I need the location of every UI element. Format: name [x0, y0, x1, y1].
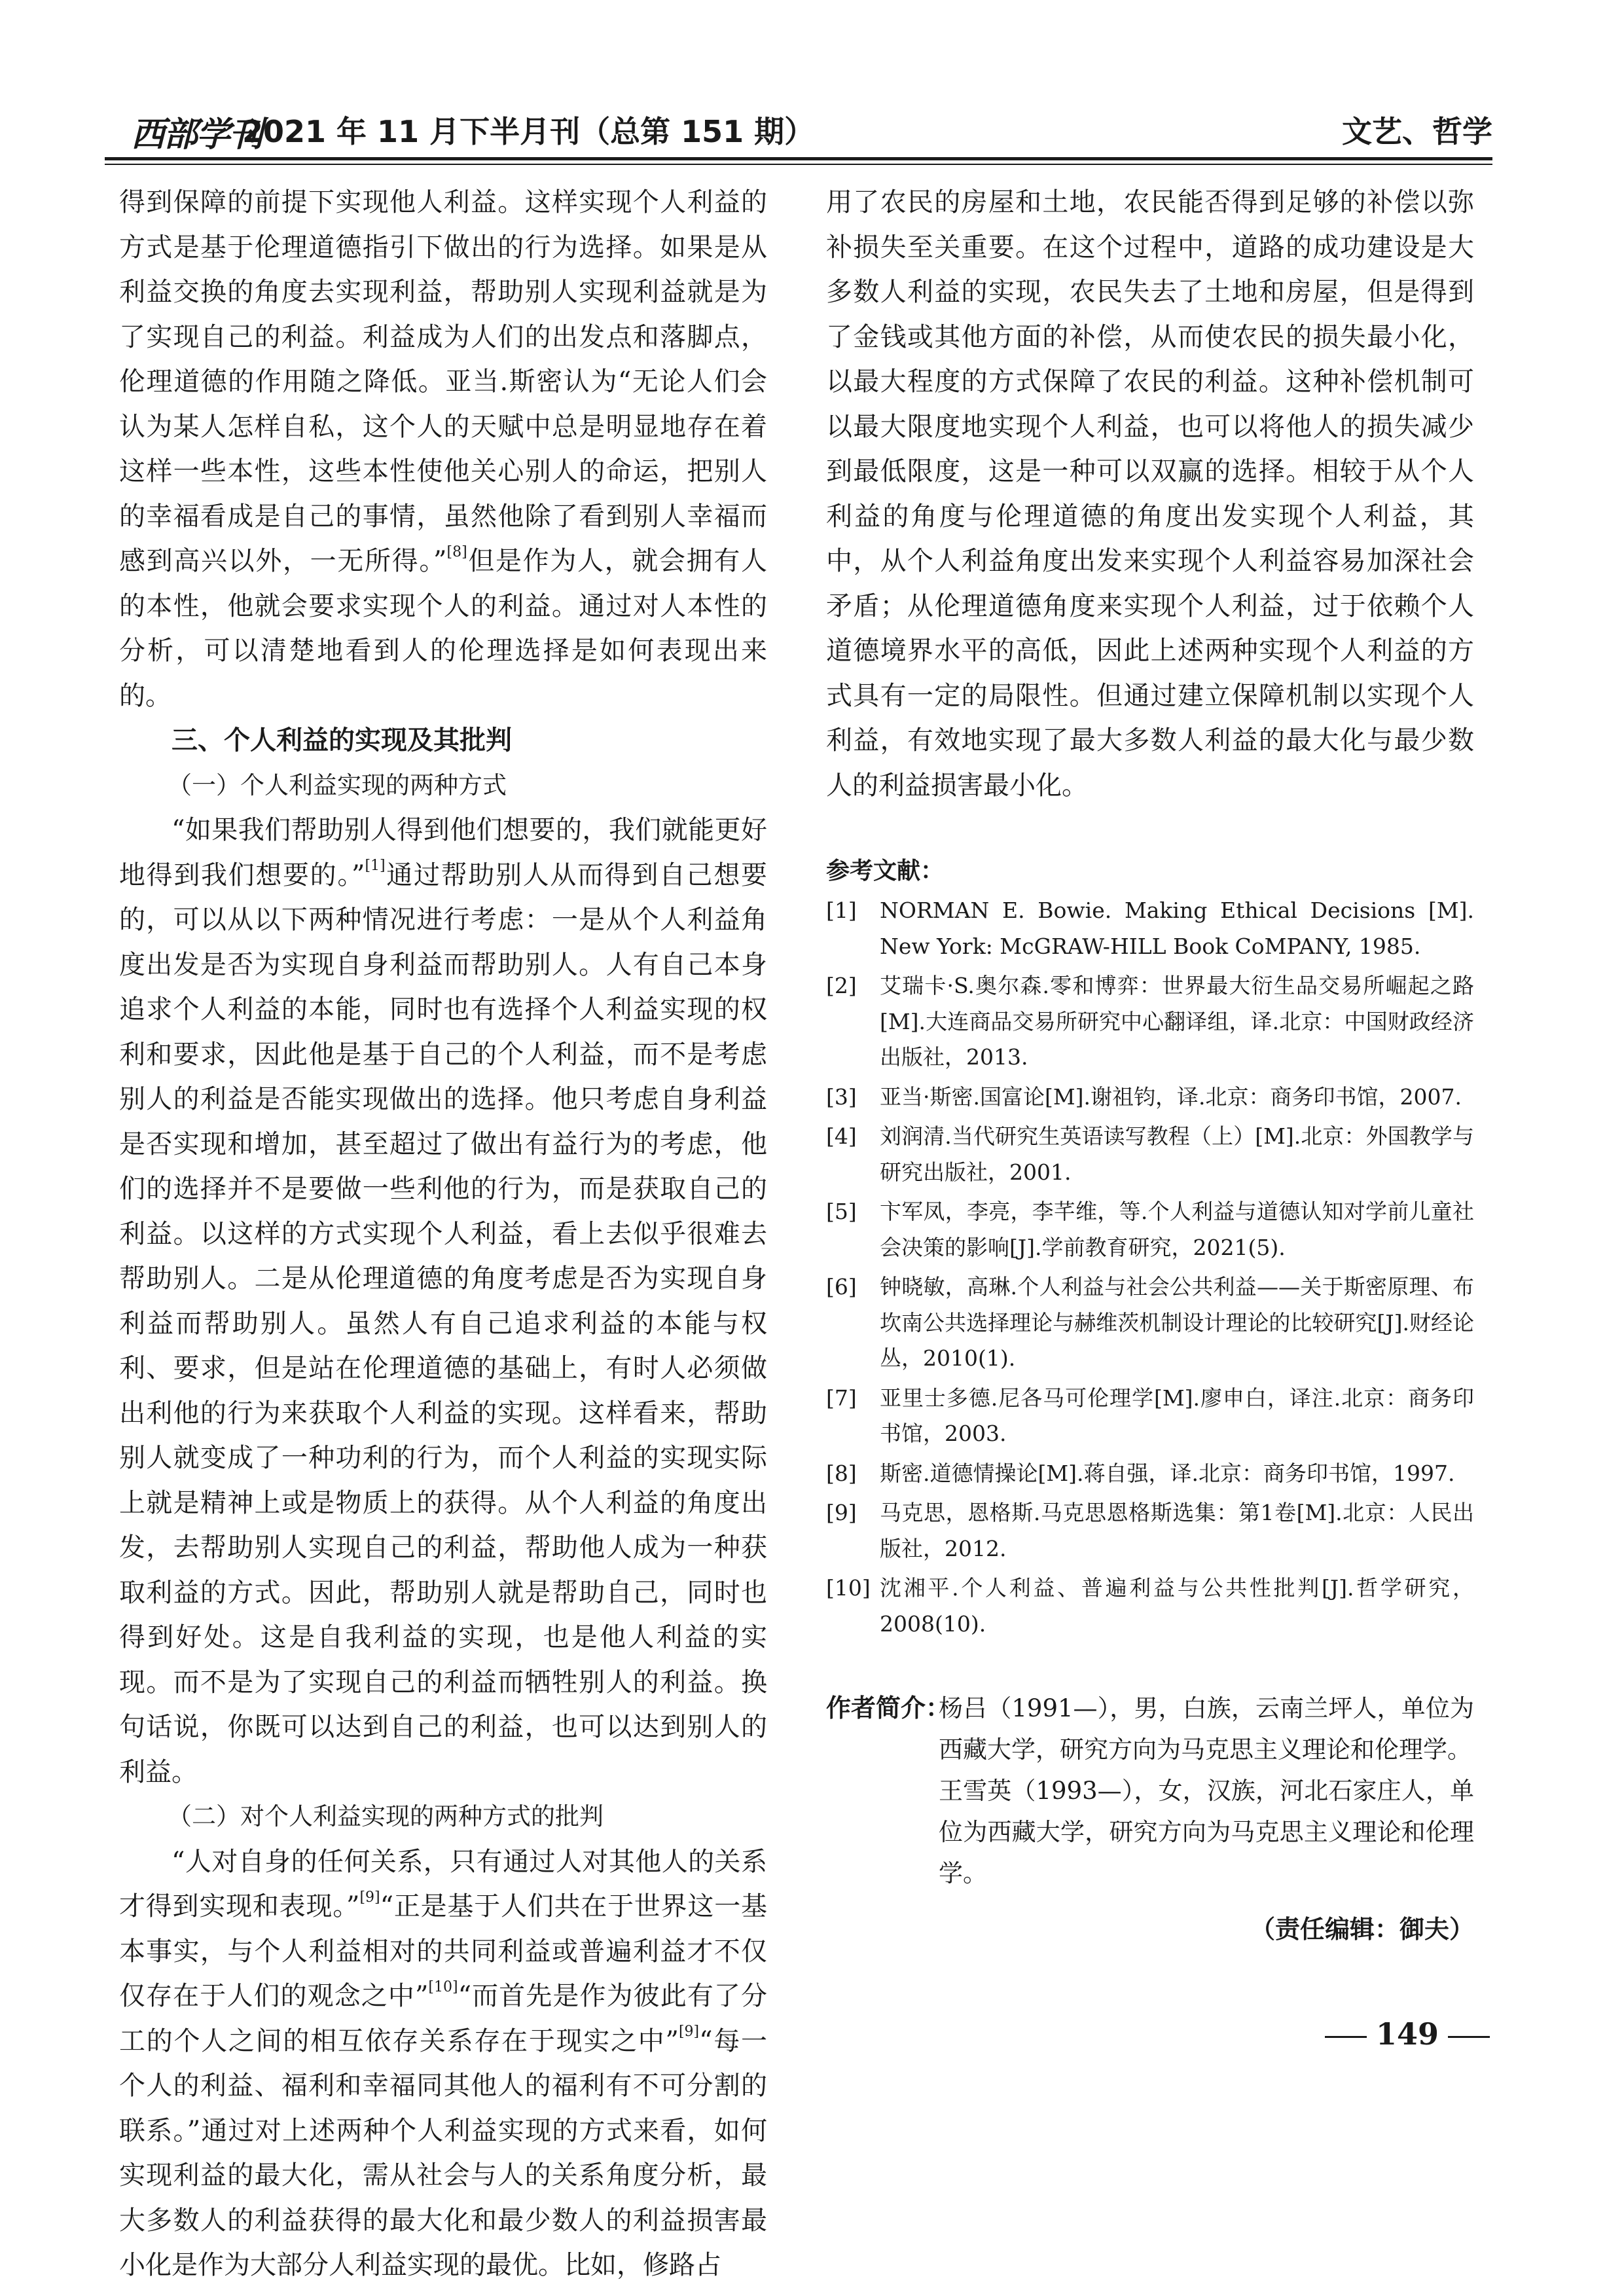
citation: [9] — [678, 2024, 700, 2041]
citation: [1] — [365, 858, 386, 875]
section-name: 文艺、哲学 — [1342, 114, 1492, 149]
reference-item: [8] 斯密.道德情操论[M].蒋自强，译.北京：商务印书馆，1997. — [826, 1460, 1455, 1486]
dash-left — [1325, 2036, 1367, 2038]
page-header — [105, 101, 1492, 153]
paragraph: “人对自身的任何关系，只有通过人对其他人的关系才得到实现和表现。”[9]“正是基于人们共在于世界这一基本事实，与个人利益相对的共同利益或普遍利益才不仅仅存在于人们的观念之中”[10]“而首先是作为彼此有了分工的个人之间的相互依存关系存在于现实之中”[9]“每一个人的利益、福利和幸福同其他人的福利有不可分割的联系。”通过对上述两种个人利益实现的方式来看，如何实现利益的最大化，需从社会与人的关系角度分析，最大多数人的利益获得的最大化和最少数人的利益损害最小化是作为大部分人利益实现的最优。比如，修路占 — [119, 1846, 768, 2280]
dash-right — [1448, 2036, 1490, 2038]
citation: [10] — [428, 1978, 458, 1995]
paragraph: 用了农民的房屋和土地，农民能否得到足够的补偿以弥补损失至关重要。在这个过程中，道路的成功建设是大多数人利益的实现，农民失去了土地和房屋，但是得到了金钱或其他方面的补偿，从而使农民的损失最小化，以最大程度的方式保障了农民的利益。这种补偿机制可以最大限度地实现个人利益，也可以将他人的损失减少到最低限度，这是一种可以双赢的选择。相较于从个人利益的角度与伦理道德的角度出发实现个人利益，其中，从个人利益角度出发来实现个人利益容易加深社会矛盾；从伦理道德角度来实现个人利益，过于依赖个人道德境界水平的高低，因此上述两种实现个人利益的方式具有一定的局限性。但通过建立保障机制以实现个人利益，有效地实现了最大多数人利益的最大化与最少数人的利益损害最小化。 — [826, 187, 1474, 801]
reference-item: [7] 亚里士多德.尼各马可伦理学[M].廖申白，译注.北京：商务印书馆，2003. — [826, 1385, 1474, 1446]
section-heading: 三、个人利益的实现及其批判 — [171, 725, 512, 755]
subsection-heading: （一）个人利益实现的两种方式 — [168, 771, 507, 799]
header-rule-thick — [105, 157, 1492, 160]
reference-item: [6] 钟晓敏，高琳.个人利益与社会公共利益——关于斯密原理、布坎南公共选择理论与赫维茨机制设计理论的比较研究[J].财经论丛，2010(1). — [826, 1274, 1474, 1371]
reference-item: [3] 亚当·斯密.国富论[M].谢祖钧，译.北京：商务印书馆，2007. — [826, 1083, 1462, 1110]
author-info — [826, 1688, 1474, 1894]
header-rule-thin — [105, 164, 1492, 165]
left-column — [119, 180, 767, 2288]
paragraph: 得到保障的前提下实现他人利益。这样实现个人利益的方式是基于伦理道德指引下做出的行为选择。如果是从利益交换的角度去实现利益，帮助别人实现利益就是为了实现自己的利益。利益成为人们的出发点和落脚点，伦理道德的作用随之降低。亚当.斯密认为“无论人们会认为某人怎样自私，这个人的天赋中总是明显地存在着这样一些本性，这些本性使他关心别人的命运，把别人的幸福看成是自己的事情，虽然他除了看到别人幸福而感到高兴以外，一无所得。”[8]但是作为人，就会拥有人的本性，他就会要求实现个人的利益。通过对人本性的分析，可以清楚地看到人的伦理选择是如何表现出来的。 — [119, 187, 768, 711]
editor-credit: （责任编辑：御夫） — [1250, 1915, 1474, 1944]
reference-item: [10] 沈湘平.个人利益、普遍利益与公共性批判[J].哲学研究，2008(10). — [826, 1575, 1474, 1637]
author-label: 作者简介： — [826, 1694, 951, 1722]
reference-list — [826, 893, 1474, 1642]
citation: [8] — [446, 543, 467, 560]
reference-item: [4] 刘润清.当代研究生英语读写教程（上）[M].北京：外国教学与研究出版社，2001. — [826, 1123, 1474, 1185]
reference-item: [1] NORMAN E. Bowie. Making Ethical Decisions [M]. New York: McGRAW-HILL Book CoMPANY, 1985. — [826, 898, 1474, 959]
references-title: 参考文献： — [826, 858, 945, 884]
page-number: 149 — [1316, 2016, 1499, 2052]
reference-item: [2] 艾瑞卡·S.奥尔森.零和博弈：世界最大衍生品交易所崛起之路[M].大连商品交易所研究中心翻译组，译.北京：中国财政经济出版社，2013. — [826, 973, 1474, 1070]
citation: [9] — [359, 1889, 380, 1906]
subsection-heading: （二）对个人利益实现的两种方式的批判 — [168, 1802, 604, 1830]
journal-masthead: 西部学刊 — [131, 115, 262, 154]
author-bio: 杨吕（1991—），男，白族，云南兰坪人，单位为西藏大学，研究方向为马克思主义理论和伦理学。 — [939, 1694, 1474, 1764]
reference-item: [5] 卞军凤，李亮，李芊维，等.个人利益与道德认知对学前儿童社会决策的影响[J].学前教育研究，2021(5). — [826, 1199, 1474, 1260]
right-column — [826, 180, 1474, 1952]
author-bio: 王雪英（1993—），女，汉族，河北石家庄人，单位为西藏大学，研究方向为马克思主义理论和伦理学。 — [939, 1777, 1474, 1887]
reference-item: [9] 马克思，恩格斯.马克思恩格斯选集：第1卷[M].北京：人民出版社，2012. — [826, 1500, 1474, 1561]
issue-info: 2021 年 11 月下半月刊（总第 151 期） — [242, 114, 815, 149]
paragraph: “如果我们帮助别人得到他们想要的，我们就能更好地得到我们想要的。”[1]通过帮助别人从而得到自己想要的，可以从以下两种情况进行考虑：一是从个人利益角度出发是否为实现自身利益而帮助别人。人有自己本身追求个人利益的本能，同时也有选择个人利益实现的权利和要求，因此他是基于自己的个人利益，而不是考虑别人的利益是否能实现做出的选择。他只考虑自身利益是否实现和增加，甚至超过了做出有益行为的考虑，他们的选择并不是要做一些利他的行为，而是获取自己的利益。以这样的方式实现个人利益，看上去似乎很难去帮助别人。二是从伦理道德的角度考虑是否为实现自身利益而帮助别人。虽然人有自己追求利益的本能与权利、要求，但是站在伦理道德的基础上，有时人必须做出利他的行为来获取个人利益的实现。这样看来，帮助别人就变成了一种功利的行为，而个人利益的实现实际上就是精神上或是物质上的获得。从个人利益的角度出发，去帮助别人实现自己的利益，帮助他人成为一种获取利益的方式。因此，帮助别人就是帮助自己，同时也得到好处。这是自我利益的实现，也是他人利益的实现。而不是为了实现自己的利益而牺牲别人的利益。换句话说，你既可以达到自己的利益，也可以达到别人的利益。 — [119, 815, 767, 1787]
